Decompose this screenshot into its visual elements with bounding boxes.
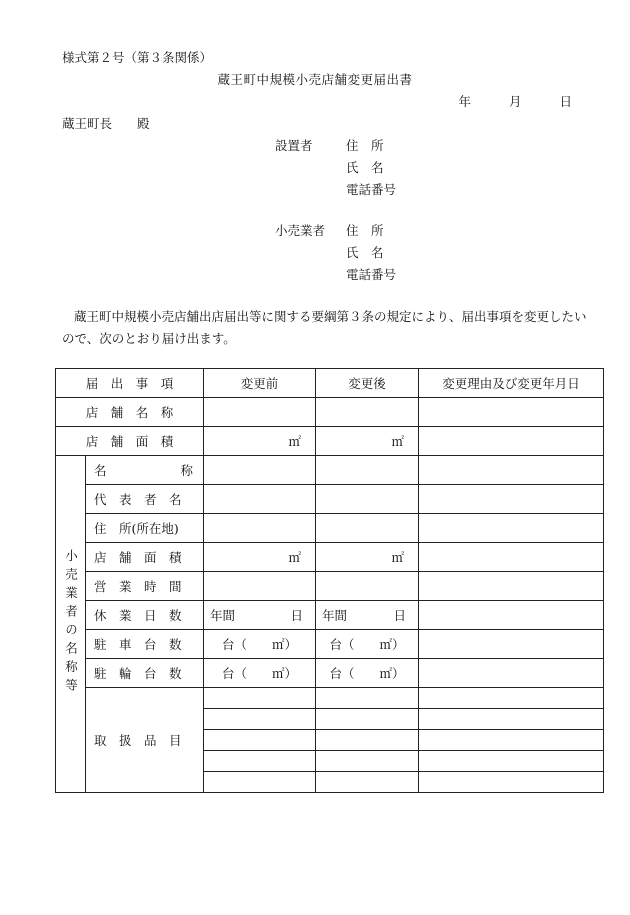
input-goods-reason[interactable] — [419, 709, 604, 730]
input-goods-before[interactable] — [204, 751, 316, 772]
unit-sqm: ㎡ — [288, 550, 302, 565]
input-goods-before[interactable] — [204, 688, 316, 709]
input-representative-after[interactable] — [316, 485, 419, 514]
table-row — [56, 601, 604, 630]
input-name-reason[interactable] — [419, 456, 604, 485]
date-year: 年 — [458, 94, 471, 109]
input-parking-after[interactable]: 台（ ㎡） — [316, 630, 419, 659]
table-row — [56, 688, 604, 709]
row-label-store-area: 店 舗 面 積 — [56, 427, 204, 456]
row-label-representative: 代 表 者 名 — [86, 485, 204, 514]
input-goods-reason[interactable] — [419, 751, 604, 772]
input-goods-reason[interactable] — [419, 688, 604, 709]
unit-sqm: ㎡ — [288, 434, 302, 449]
input-goods-before[interactable] — [204, 709, 316, 730]
table-row — [56, 659, 604, 688]
input-holidays-after[interactable]: 年間 日 — [316, 601, 419, 630]
input-hours-after[interactable] — [316, 572, 419, 601]
row-label-store-name: 店 舗 名 称 — [56, 398, 204, 427]
retailer-phone-label: 電話番号 — [346, 267, 397, 282]
input-bicycle-after[interactable]: 台（ ㎡） — [316, 659, 419, 688]
input-name-after[interactable] — [316, 456, 419, 485]
table-row — [56, 485, 604, 514]
installer-address-label: 住 所 — [346, 138, 384, 153]
body-text: 蔵王町中規模小売店舗出店届出等に関する要綱第３条の規定により、届出事項を変更したいので、次のとおり届け出ます。 — [62, 309, 587, 346]
input-goods-after[interactable] — [316, 751, 419, 772]
table-row — [56, 398, 604, 427]
row-label-address: 住 所(所在地) — [86, 514, 204, 543]
row-label-area: 店 舗 面 積 — [86, 543, 204, 572]
input-parking-before[interactable]: 台（ ㎡） — [204, 630, 316, 659]
table-row — [56, 572, 604, 601]
row-label-parking: 駐 車 台 数 — [86, 630, 204, 659]
input-store-name-after[interactable] — [316, 398, 419, 427]
input-goods-after[interactable] — [316, 709, 419, 730]
input-name-before[interactable] — [204, 456, 316, 485]
input-holidays-reason[interactable] — [419, 601, 604, 630]
table-row — [56, 456, 604, 485]
row-label-holidays: 休 業 日 数 — [86, 601, 204, 630]
input-hours-before[interactable] — [204, 572, 316, 601]
input-address-after[interactable] — [316, 514, 419, 543]
input-holidays-before[interactable]: 年間 日 — [204, 601, 316, 630]
input-area-after[interactable] — [316, 543, 419, 572]
installer-name-label: 氏 名 — [346, 160, 384, 175]
input-store-area-reason[interactable] — [419, 427, 604, 456]
input-representative-before[interactable] — [204, 485, 316, 514]
input-bicycle-reason[interactable] — [419, 659, 604, 688]
row-label-name: 名 称 — [86, 456, 204, 485]
header-before: 変更前 — [204, 369, 316, 398]
input-goods-after[interactable] — [316, 772, 419, 793]
table-row — [56, 543, 604, 572]
row-label-goods: 取 扱 品 目 — [86, 688, 204, 793]
installer-role: 設置者 — [275, 138, 313, 153]
input-goods-reason[interactable] — [419, 772, 604, 793]
table-row — [56, 427, 604, 456]
input-store-name-before[interactable] — [204, 398, 316, 427]
row-label-bicycle: 駐 輪 台 数 — [86, 659, 204, 688]
input-goods-reason[interactable] — [419, 730, 604, 751]
table-row — [56, 630, 604, 659]
input-goods-after[interactable] — [316, 730, 419, 751]
input-area-before[interactable] — [204, 543, 316, 572]
input-store-area-after[interactable] — [316, 427, 419, 456]
header-item: 届 出 事 項 — [56, 369, 204, 398]
input-parking-reason[interactable] — [419, 630, 604, 659]
input-goods-before[interactable] — [204, 730, 316, 751]
table-row — [56, 514, 604, 543]
input-store-name-reason[interactable] — [419, 398, 604, 427]
notification-table — [55, 368, 604, 793]
addressee: 蔵王町長 殿 — [62, 116, 150, 131]
retailer-group-label: 小売業者の名称等 — [56, 456, 86, 793]
retailer-name-label: 氏 名 — [346, 245, 384, 260]
input-goods-after[interactable] — [316, 688, 419, 709]
retailer-role: 小売業者 — [275, 223, 326, 238]
installer-phone-label: 電話番号 — [346, 182, 397, 197]
table-header-row — [56, 369, 604, 398]
date-day: 日 — [559, 94, 572, 109]
retailer-address-label: 住 所 — [346, 223, 384, 238]
date-line — [458, 96, 572, 109]
header-reason: 変更理由及び変更年月日 — [419, 369, 604, 398]
row-label-hours: 営 業 時 間 — [86, 572, 204, 601]
input-address-before[interactable] — [204, 514, 316, 543]
unit-sqm: ㎡ — [391, 434, 405, 449]
input-goods-before[interactable] — [204, 772, 316, 793]
input-bicycle-before[interactable]: 台（ ㎡） — [204, 659, 316, 688]
input-hours-reason[interactable] — [419, 572, 604, 601]
header-after: 変更後 — [316, 369, 419, 398]
input-area-reason[interactable] — [419, 543, 604, 572]
date-month: 月 — [508, 94, 522, 109]
input-representative-reason[interactable] — [419, 485, 604, 514]
form-number: 様式第２号（第３条関係） — [62, 50, 213, 65]
unit-sqm: ㎡ — [391, 550, 405, 565]
input-address-reason[interactable] — [419, 514, 604, 543]
document-title: 蔵王町中規模小売店舗変更届出書 — [217, 72, 413, 87]
input-store-area-before[interactable] — [204, 427, 316, 456]
